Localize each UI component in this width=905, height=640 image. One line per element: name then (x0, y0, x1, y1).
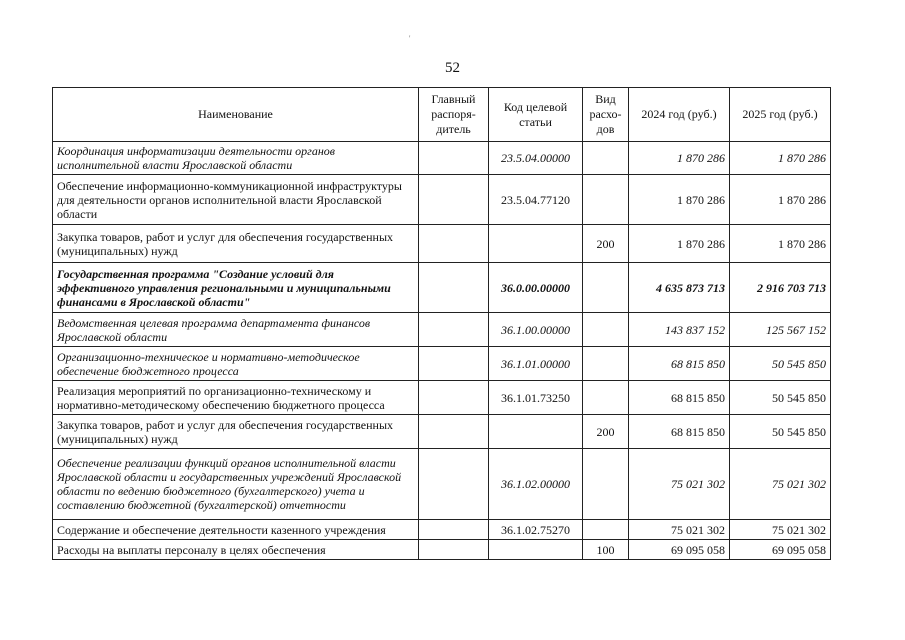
table-row (53, 225, 831, 263)
row-name: Содержание и обеспечение деятельности казенного учреждения (53, 520, 419, 540)
row-expense-type (583, 142, 629, 175)
table-row (53, 263, 831, 313)
row-amount-2025: 50 545 850 (730, 415, 831, 449)
row-target-code (489, 540, 583, 560)
table-row (53, 175, 831, 225)
row-name: Расходы на выплаты персоналу в целях обеспечения (53, 540, 419, 560)
row-target-code: 36.1.02.00000 (489, 449, 583, 520)
row-chief-manager (419, 540, 489, 560)
row-chief-manager (419, 225, 489, 263)
table-row (53, 313, 831, 347)
row-target-code: 23.5.04.00000 (489, 142, 583, 175)
row-target-code (489, 415, 583, 449)
row-amount-2024: 68 815 850 (629, 381, 730, 415)
header-expense-type: Вид расхо-дов (583, 88, 629, 142)
header-chief-manager: Главный распоря-дитель (419, 88, 489, 142)
row-name: Ведомственная целевая программа департамента финансов Ярославской области (53, 313, 419, 347)
row-name: Государственная программа "Создание условий для эффективного управления региональными и муниципальными финансами в Ярославской области" (53, 263, 419, 313)
header-2025: 2025 год (руб.) (730, 88, 831, 142)
row-chief-manager (419, 415, 489, 449)
row-expense-type (583, 520, 629, 540)
row-chief-manager (419, 381, 489, 415)
row-amount-2024: 4 635 873 713 (629, 263, 730, 313)
header-row (53, 88, 831, 142)
row-chief-manager (419, 263, 489, 313)
row-amount-2024: 68 815 850 (629, 415, 730, 449)
row-amount-2024: 1 870 286 (629, 175, 730, 225)
page-number: 52 (445, 60, 460, 76)
row-target-code: 36.0.00.00000 (489, 263, 583, 313)
row-chief-manager (419, 449, 489, 520)
row-amount-2024: 68 815 850 (629, 347, 730, 381)
row-name: Координация информатизации деятельности органов исполнительной власти Ярославской области (53, 142, 419, 175)
table-row (53, 449, 831, 520)
row-amount-2025: 1 870 286 (730, 175, 831, 225)
row-expense-type (583, 313, 629, 347)
row-name: Обеспечение информационно-коммуникационной инфраструктуры для деятельности органов исполнительной власти Ярославской области (53, 175, 419, 225)
table-row (53, 540, 831, 560)
row-amount-2024: 143 837 152 (629, 313, 730, 347)
row-name: Обеспечение реализации функций органов исполнительной власти Ярославской области и государственных учреждений Ярославской области по ведению бюджетного (бухгалтерского) учета и составлению бюджетной (бухгалтерской) отчетности (53, 449, 419, 520)
row-amount-2025: 2 916 703 713 (730, 263, 831, 313)
row-expense-type (583, 381, 629, 415)
row-amount-2024: 1 870 286 (629, 142, 730, 175)
row-expense-type (583, 263, 629, 313)
table-row (53, 142, 831, 175)
row-amount-2025: 75 021 302 (730, 449, 831, 520)
row-amount-2025: 50 545 850 (730, 381, 831, 415)
budget-table (52, 87, 831, 560)
header-name: Наименование (53, 88, 419, 142)
row-expense-type (583, 347, 629, 381)
row-target-code: 36.1.00.00000 (489, 313, 583, 347)
row-amount-2025: 69 095 058 (730, 540, 831, 560)
row-name: Закупка товаров, работ и услуг для обеспечения государственных (муниципальных) нужд (53, 415, 419, 449)
row-expense-type (583, 449, 629, 520)
row-chief-manager (419, 520, 489, 540)
row-amount-2024: 75 021 302 (629, 449, 730, 520)
row-amount-2024: 69 095 058 (629, 540, 730, 560)
row-amount-2025: 50 545 850 (730, 347, 831, 381)
row-amount-2025: 1 870 286 (730, 225, 831, 263)
row-target-code: 36.1.02.75270 (489, 520, 583, 540)
row-name: Закупка товаров, работ и услуг для обеспечения государственных (муниципальных) нужд (53, 225, 419, 263)
table-row (53, 520, 831, 540)
scan-mark: ' (409, 34, 411, 43)
row-expense-type: 100 (583, 540, 629, 560)
row-amount-2024: 75 021 302 (629, 520, 730, 540)
row-expense-type (583, 175, 629, 225)
table-row (53, 415, 831, 449)
row-chief-manager (419, 175, 489, 225)
row-amount-2024: 1 870 286 (629, 225, 730, 263)
header-target-code: Код целевой статьи (489, 88, 583, 142)
header-2024: 2024 год (руб.) (629, 88, 730, 142)
row-amount-2025: 125 567 152 (730, 313, 831, 347)
row-name: Организационно-техническое и нормативно-методическое обеспечение бюджетного процесса (53, 347, 419, 381)
table-row (53, 381, 831, 415)
row-target-code: 36.1.01.00000 (489, 347, 583, 381)
table-row (53, 347, 831, 381)
row-chief-manager (419, 347, 489, 381)
row-expense-type: 200 (583, 415, 629, 449)
row-name: Реализация мероприятий по организационно-техническому и нормативно-методическому обеспечению бюджетного процесса (53, 381, 419, 415)
row-amount-2025: 1 870 286 (730, 142, 831, 175)
row-target-code: 23.5.04.77120 (489, 175, 583, 225)
row-chief-manager (419, 313, 489, 347)
row-expense-type: 200 (583, 225, 629, 263)
row-target-code (489, 225, 583, 263)
row-target-code: 36.1.01.73250 (489, 381, 583, 415)
row-chief-manager (419, 142, 489, 175)
row-amount-2025: 75 021 302 (730, 520, 831, 540)
